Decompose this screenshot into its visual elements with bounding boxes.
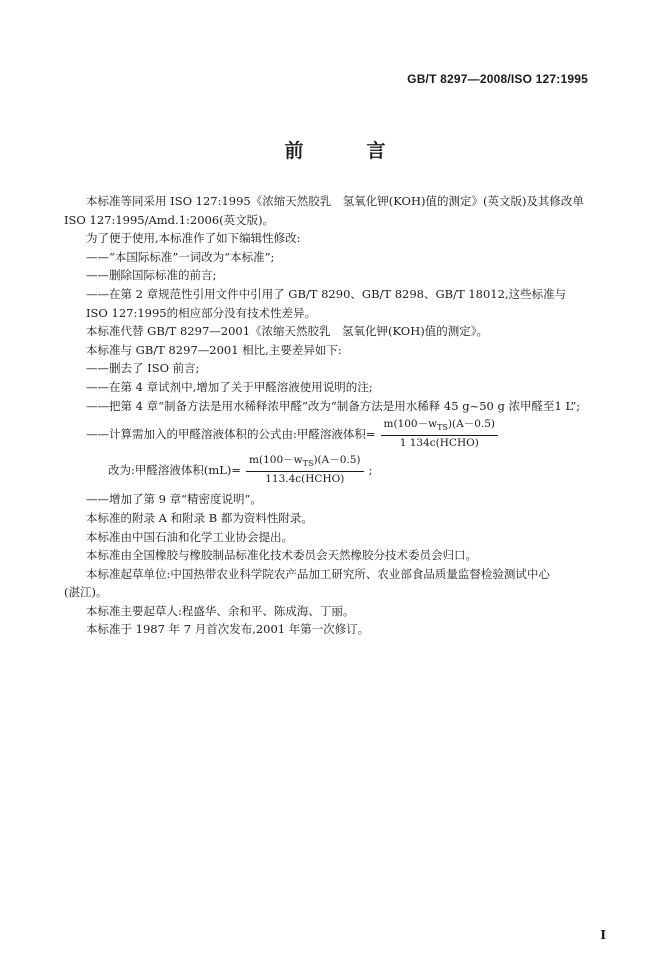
paragraph-drafting-units: 本标准起草单位:中国热带农业科学院农产品加工研究所、农业部食品质量监督检验测试中心 — [86, 566, 550, 581]
formula-new-prefix: 改为:甲醛溶液体积(mL)= — [108, 462, 242, 477]
list-item-editorial-1: ——“本国际标准”一词改为“本标准”; — [86, 249, 275, 264]
formula-new-denominator: 113.4c(HCHO) — [265, 473, 345, 486]
formula-new-suffix: ; — [368, 462, 373, 477]
list-item-editorial-2: ——删除国际标准的前言; — [86, 268, 217, 283]
paragraph-history: 本标准于 1987 年 7 月首次发布,2001 年第一次修订。 — [86, 622, 370, 637]
standard-code-header: GB/T 8297—2008/ISO 127:1995 — [407, 72, 588, 86]
formula-old-numerator: $m(100-w_{TS})(A-0.5)$ — [381, 418, 499, 436]
paragraph-centralized: 本标准由全国橡胶与橡胶制品标准化技术委员会天然橡胶分技术委员会归口。 — [86, 548, 477, 563]
paragraph-adoption: 本标准等同采用 ISO 127:1995《浓缩天然胶乳 氢氧化钾(KOH)值的测定》(英文版)及其修改单 — [86, 194, 584, 208]
paragraph-adoption-cont: ISO 127:1995/Amd.1:2006(英文版)。 — [64, 212, 275, 227]
formula-old-line — [64, 418, 612, 450]
list-item-difference-1: ——删去了 ISO 前言; — [86, 361, 200, 376]
formula-old-fraction — [381, 418, 499, 450]
preface-body — [64, 192, 612, 639]
paragraph-drafting-units-cont: (湛江)。 — [64, 585, 108, 600]
formula-old-denominator: 1 134c(HCHO) — [399, 437, 479, 450]
formula-new-line — [64, 454, 612, 486]
list-item-editorial-3-cont: ISO 127:1995的相应部分没有技术性差异。 — [86, 305, 317, 320]
list-item-difference-3: ——把第 4 章“制备方法是用水稀释浓甲醛”改为“制备方法是用水稀释 45 g~50 g 浓甲醛至1 L”; — [86, 398, 581, 413]
list-item-editorial-3: ——在第 2 章规范性引用文件中引用了 GB/T 8290、GB/T 8298、GB/T 18012,这些标准与 — [86, 286, 567, 301]
page-number: I — [600, 928, 606, 942]
list-item-difference-5: ——增加了第 9 章“精密度说明”。 — [86, 492, 262, 507]
paragraph-editorial-intro: 为了便于使用,本标准作了如下编辑性修改: — [86, 231, 301, 246]
paragraph-replaces: 本标准代替 GB/T 8297—2001《浓缩天然胶乳 氢氧化钾(KOH)值的测定》。 — [86, 324, 488, 339]
paragraph-drafters: 本标准主要起草人:程盛华、余和平、陈成海、丁丽。 — [86, 603, 355, 618]
page-title: 前 言 — [284, 140, 408, 162]
formula-old-prefix: ——计算需加入的甲醛溶液体积的公式由:甲醛溶液体积= — [86, 426, 376, 441]
list-item-difference-2: ——在第 4 章试剂中,增加了关于甲醛溶液使用说明的注; — [86, 379, 373, 394]
paragraph-proposer: 本标准由中国石油和化学工业协会提出。 — [86, 529, 293, 544]
paragraph-annexes: 本标准的附录 A 和附录 B 都为资料性附录。 — [86, 510, 313, 525]
formula-new-fraction — [246, 454, 364, 486]
paragraph-differences-intro: 本标准与 GB/T 8297—2001 相比,主要差异如下: — [86, 342, 342, 357]
formula-new-numerator: $m(100-w_{TS})(A-0.5)$ — [246, 454, 364, 472]
